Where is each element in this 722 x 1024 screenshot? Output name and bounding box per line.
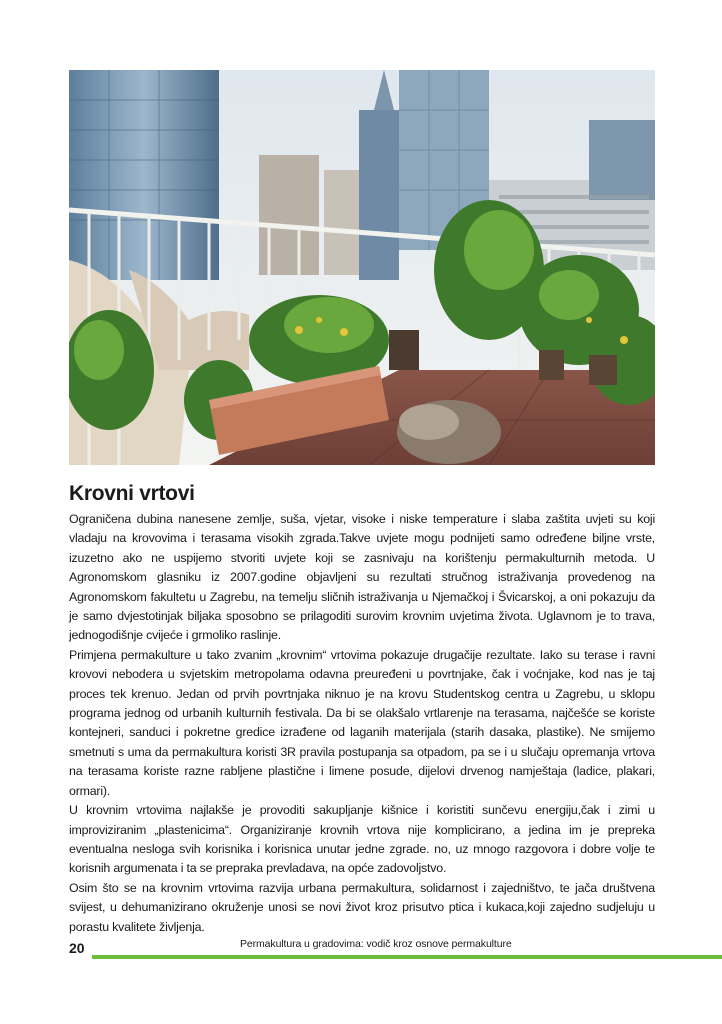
paragraph: Ograničena dubina nanesene zemlje, suša, vjetar, visoke i niske temperature i slaba zaštita uvjeti su koji vladaju na krovovima i terasama visokih zgrada.Takve uvjete mogu podnijeti samo određene biljne vrste, izuzetno ako ne uspijemo stvoriti uvjete koji se zasnivaju na korištenju permakulturnih metoda. U Agronomskom glasniku iz 2007.godine objavljeni su rezultati stručnog istraživanja provedenog na Agronomskom fakultetu u Zagrebu, na temelju sličnih istraživanja u Njemačkoj i Švicarskoj, a oni pokazuju da je samo dvjestotinjak biljaka sposobno se prilagoditi surovim krovnim uvjetima života. Uglavnom je to trava, jednogodišnje cvijeće i grmoliko raslinje. [69, 512, 655, 643]
article-body [69, 510, 655, 937]
page-number: 20 [69, 940, 85, 956]
footer-rule [92, 955, 722, 959]
rooftop-garden-illustration [69, 70, 655, 465]
paragraph: Primjena permakulture u tako zvanim „krovnim“ vrtovima pokazuje drugačije rezultate. Iako su terase i ravni krovovi nebodera u svjetskim metropolama odavna preuređeni u povrtnjake, čak i voćnjake, kod nas je taj proces tek krenuo. Jedan od prvih povrtnjaka niknuo je na krovu Studentskog centra u Zagrebu, u sklopu programa jednog od urbanih kulturnih festivala. Da bi se olakšalo vrtlarenje na terasama, najčešće se koriste kontejneri, sanduci i pokretne gredice izrađene od laganih materijala (starih dasaka, plastike). Ne smijemo smetnuti s uma da permakultura koristi 3R pravila postupanja sa otpadom, pa se i u slučaju opremanja vrtova na terasama koriste razne rabljene plastične i limene posude, dijelovi drvenog namještaja (ladice, plakari, ormari). [69, 647, 655, 798]
paragraph: U krovnim vrtovima najlakše je provoditi sakupljanje kišnice i koristiti sunčevu energiju,čak i zimi u improviziranim „plastenicima“. Organiziranje krovnih vrtova nije komplicirano, a jedina im je prepreka eventualna nesloga svih korisnika i korisnica unutar jedne zgrade. no, uz mnogo razgovora i dobre volje te korisnih argumenata i ta se prepraka prevladava, na opće zadovoljstvo. [69, 803, 655, 876]
rooftop-garden-photo [69, 70, 655, 465]
paragraph: Osim što se na krovnim vrtovima razvija urbana permakultura, solidarnost i zajedništvo, te jača društvena svijest, u dehumanizirano okruženje unosi se novi život kroz prisutvo ptica i kukaca,koji zajedno sudjeluju u porastu kvalitete življenja. [69, 880, 655, 934]
section-heading: Krovni vrtovi [69, 482, 195, 505]
footer-title: Permakultura u gradovima: vodič kroz osnove permakulture [240, 938, 512, 950]
